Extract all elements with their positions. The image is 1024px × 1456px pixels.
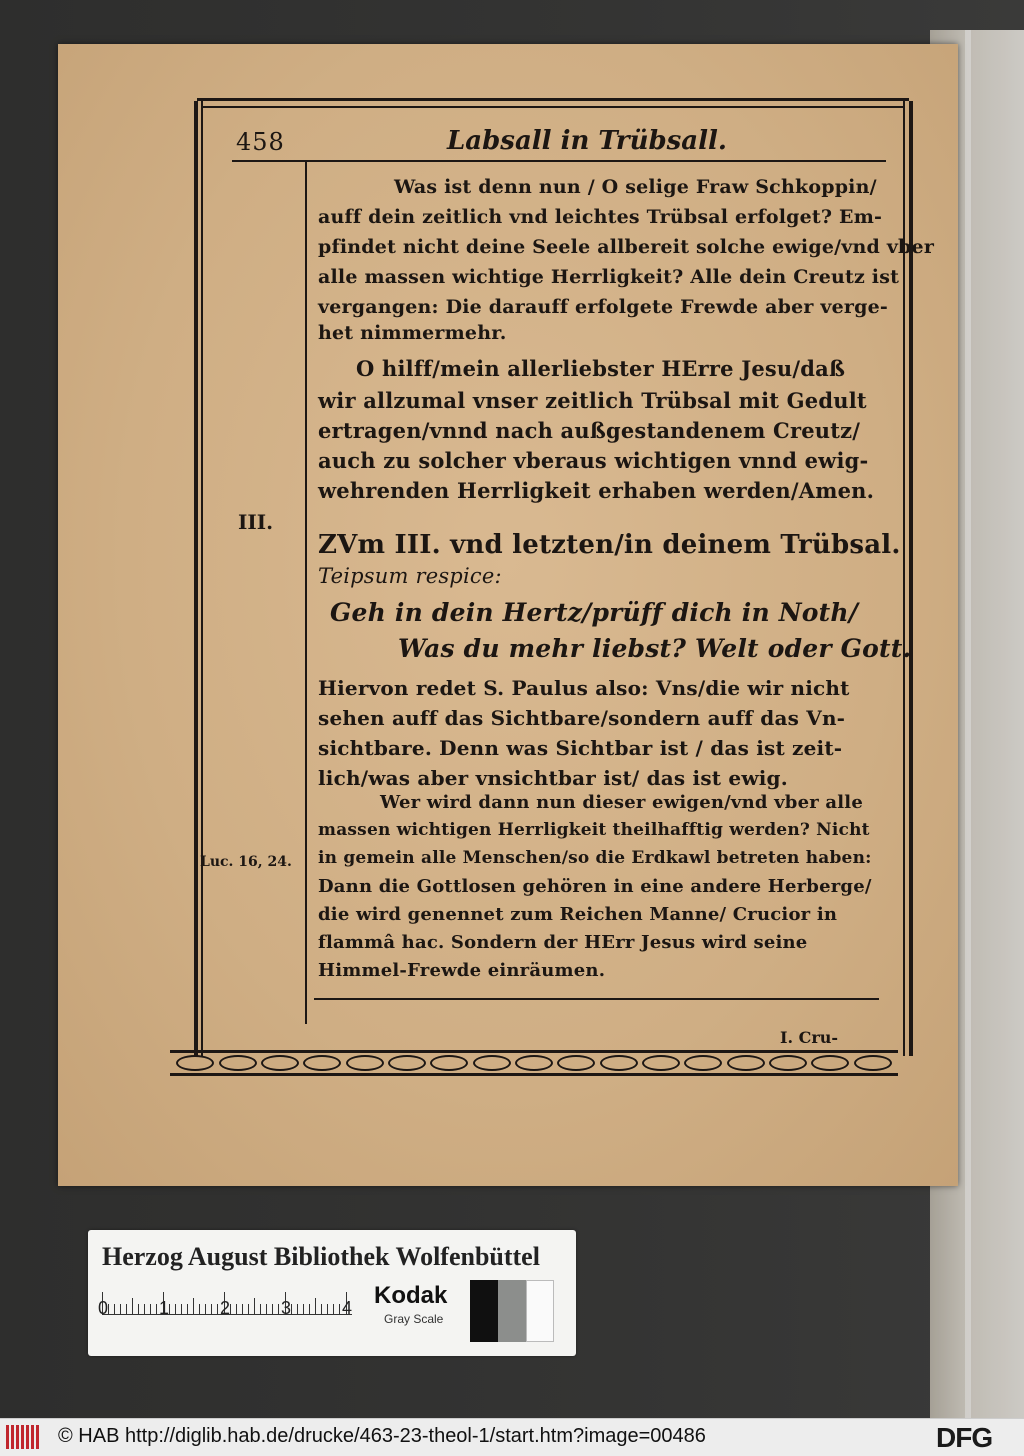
frame-left-rule <box>194 101 198 1056</box>
dfg-logo: DFG <box>936 1422 993 1453</box>
text-line: Wer wird dann nun dieser ewigen/vnd vber alle <box>380 792 863 813</box>
text-line: die wird genennet zum Reichen Manne/ Crucior in <box>318 904 838 925</box>
text-line: lich/was aber vnsichtbar ist/ das ist ewig. <box>318 766 788 790</box>
text-line: sehen auff das Sichtbare/sondern auff das Vn- <box>318 706 846 730</box>
scale-number: 2 <box>220 1298 231 1318</box>
library-name: Herzog August Bibliothek Wolfenbüttel <box>102 1242 540 1271</box>
frame-left-rule-inner <box>201 101 203 1056</box>
library-scale-label <box>88 1230 576 1356</box>
scale-number: 4 <box>342 1298 353 1318</box>
margin-note-section: III. <box>238 510 274 534</box>
text-line: flammâ hac. Sondern der HErr Jesus wird seine <box>318 932 808 953</box>
frame-top-rule-inner <box>203 106 903 108</box>
text-bottom-rule <box>314 998 879 1000</box>
text-line: Dann die Gottlosen gehören in eine andere Herberge/ <box>318 876 872 897</box>
text-line: auch zu solcher vberaus wichtigen vnnd ewig- <box>318 448 869 473</box>
kodak-brand: Kodak <box>374 1282 448 1309</box>
footer-bar <box>0 1418 1024 1456</box>
text-line: het nimmermehr. <box>318 322 507 344</box>
verse-line: Geh in dein Hertz/prüff dich in Noth/ <box>330 598 859 627</box>
catchword: I. Cru- <box>780 1028 839 1047</box>
text-line: wir allzumal vnser zeitlich Trübsal mit Gedult <box>318 388 867 413</box>
scale-number: 1 <box>159 1298 170 1318</box>
margin-column-rule <box>305 162 307 1024</box>
header-rule <box>232 160 886 162</box>
gray-swatch-mid <box>498 1280 526 1342</box>
text-line: Himmel-Frewde einräumen. <box>318 960 606 981</box>
text-line: ertragen/vnnd nach außgestandenem Creutz/ <box>318 418 861 443</box>
gray-swatch-black <box>470 1280 498 1342</box>
text-line: O hilff/mein allerliebster HErre Jesu/daß <box>356 356 846 381</box>
margin-note-reference: Luc. 16, 24. <box>200 854 292 870</box>
page-number: 458 <box>236 128 285 156</box>
section-heading: ZVm III. vnd letzten/in deinem Trübsal. <box>318 530 901 560</box>
scale-number: 3 <box>281 1298 292 1318</box>
text-line: in gemein alle Menschen/so die Erdkawl betreten haben: <box>318 848 872 868</box>
running-head: Labsall in Trübsall. <box>447 126 727 156</box>
text-line: massen wichtigen Herrligkeit theilhafftig werden? Nicht <box>318 820 870 840</box>
text-line: sichtbare. Denn was Sichtbar ist / das ist zeit- <box>318 736 843 760</box>
text-line: Was ist denn nun / O selige Fraw Schkoppin/ <box>394 176 877 198</box>
copyright-link[interactable]: © HAB http://diglib.hab.de/drucke/463-23-theol-1/start.htm?image=00486 <box>58 1425 706 1447</box>
ornamental-border <box>170 1050 898 1076</box>
text-line: Hiervon redet S. Paulus also: Vns/die wir nicht <box>318 676 850 700</box>
gray-scale-caption: Gray Scale <box>384 1312 444 1326</box>
text-line: pfindet nicht deine Seele allbereit solche ewige/vnd vber <box>318 236 935 258</box>
hab-logo-icon <box>6 1425 42 1449</box>
scale-number: 0 <box>98 1298 109 1318</box>
text-line: vergangen: Die darauff erfolgete Frewde aber verge- <box>318 296 888 318</box>
text-line: alle massen wichtige Herrligkeit? Alle dein Creutz ist <box>318 266 900 288</box>
text-line: auff dein zeitlich vnd leichtes Trübsal erfolget? Em- <box>318 206 883 228</box>
gray-swatch-white <box>526 1280 554 1342</box>
text-line: wehrenden Herrligkeit erhaben werden/Amen. <box>318 478 875 503</box>
verse-line: Was du mehr liebst? Welt oder Gott. <box>398 634 912 663</box>
latin-motto: Teipsum respice: <box>318 564 502 588</box>
